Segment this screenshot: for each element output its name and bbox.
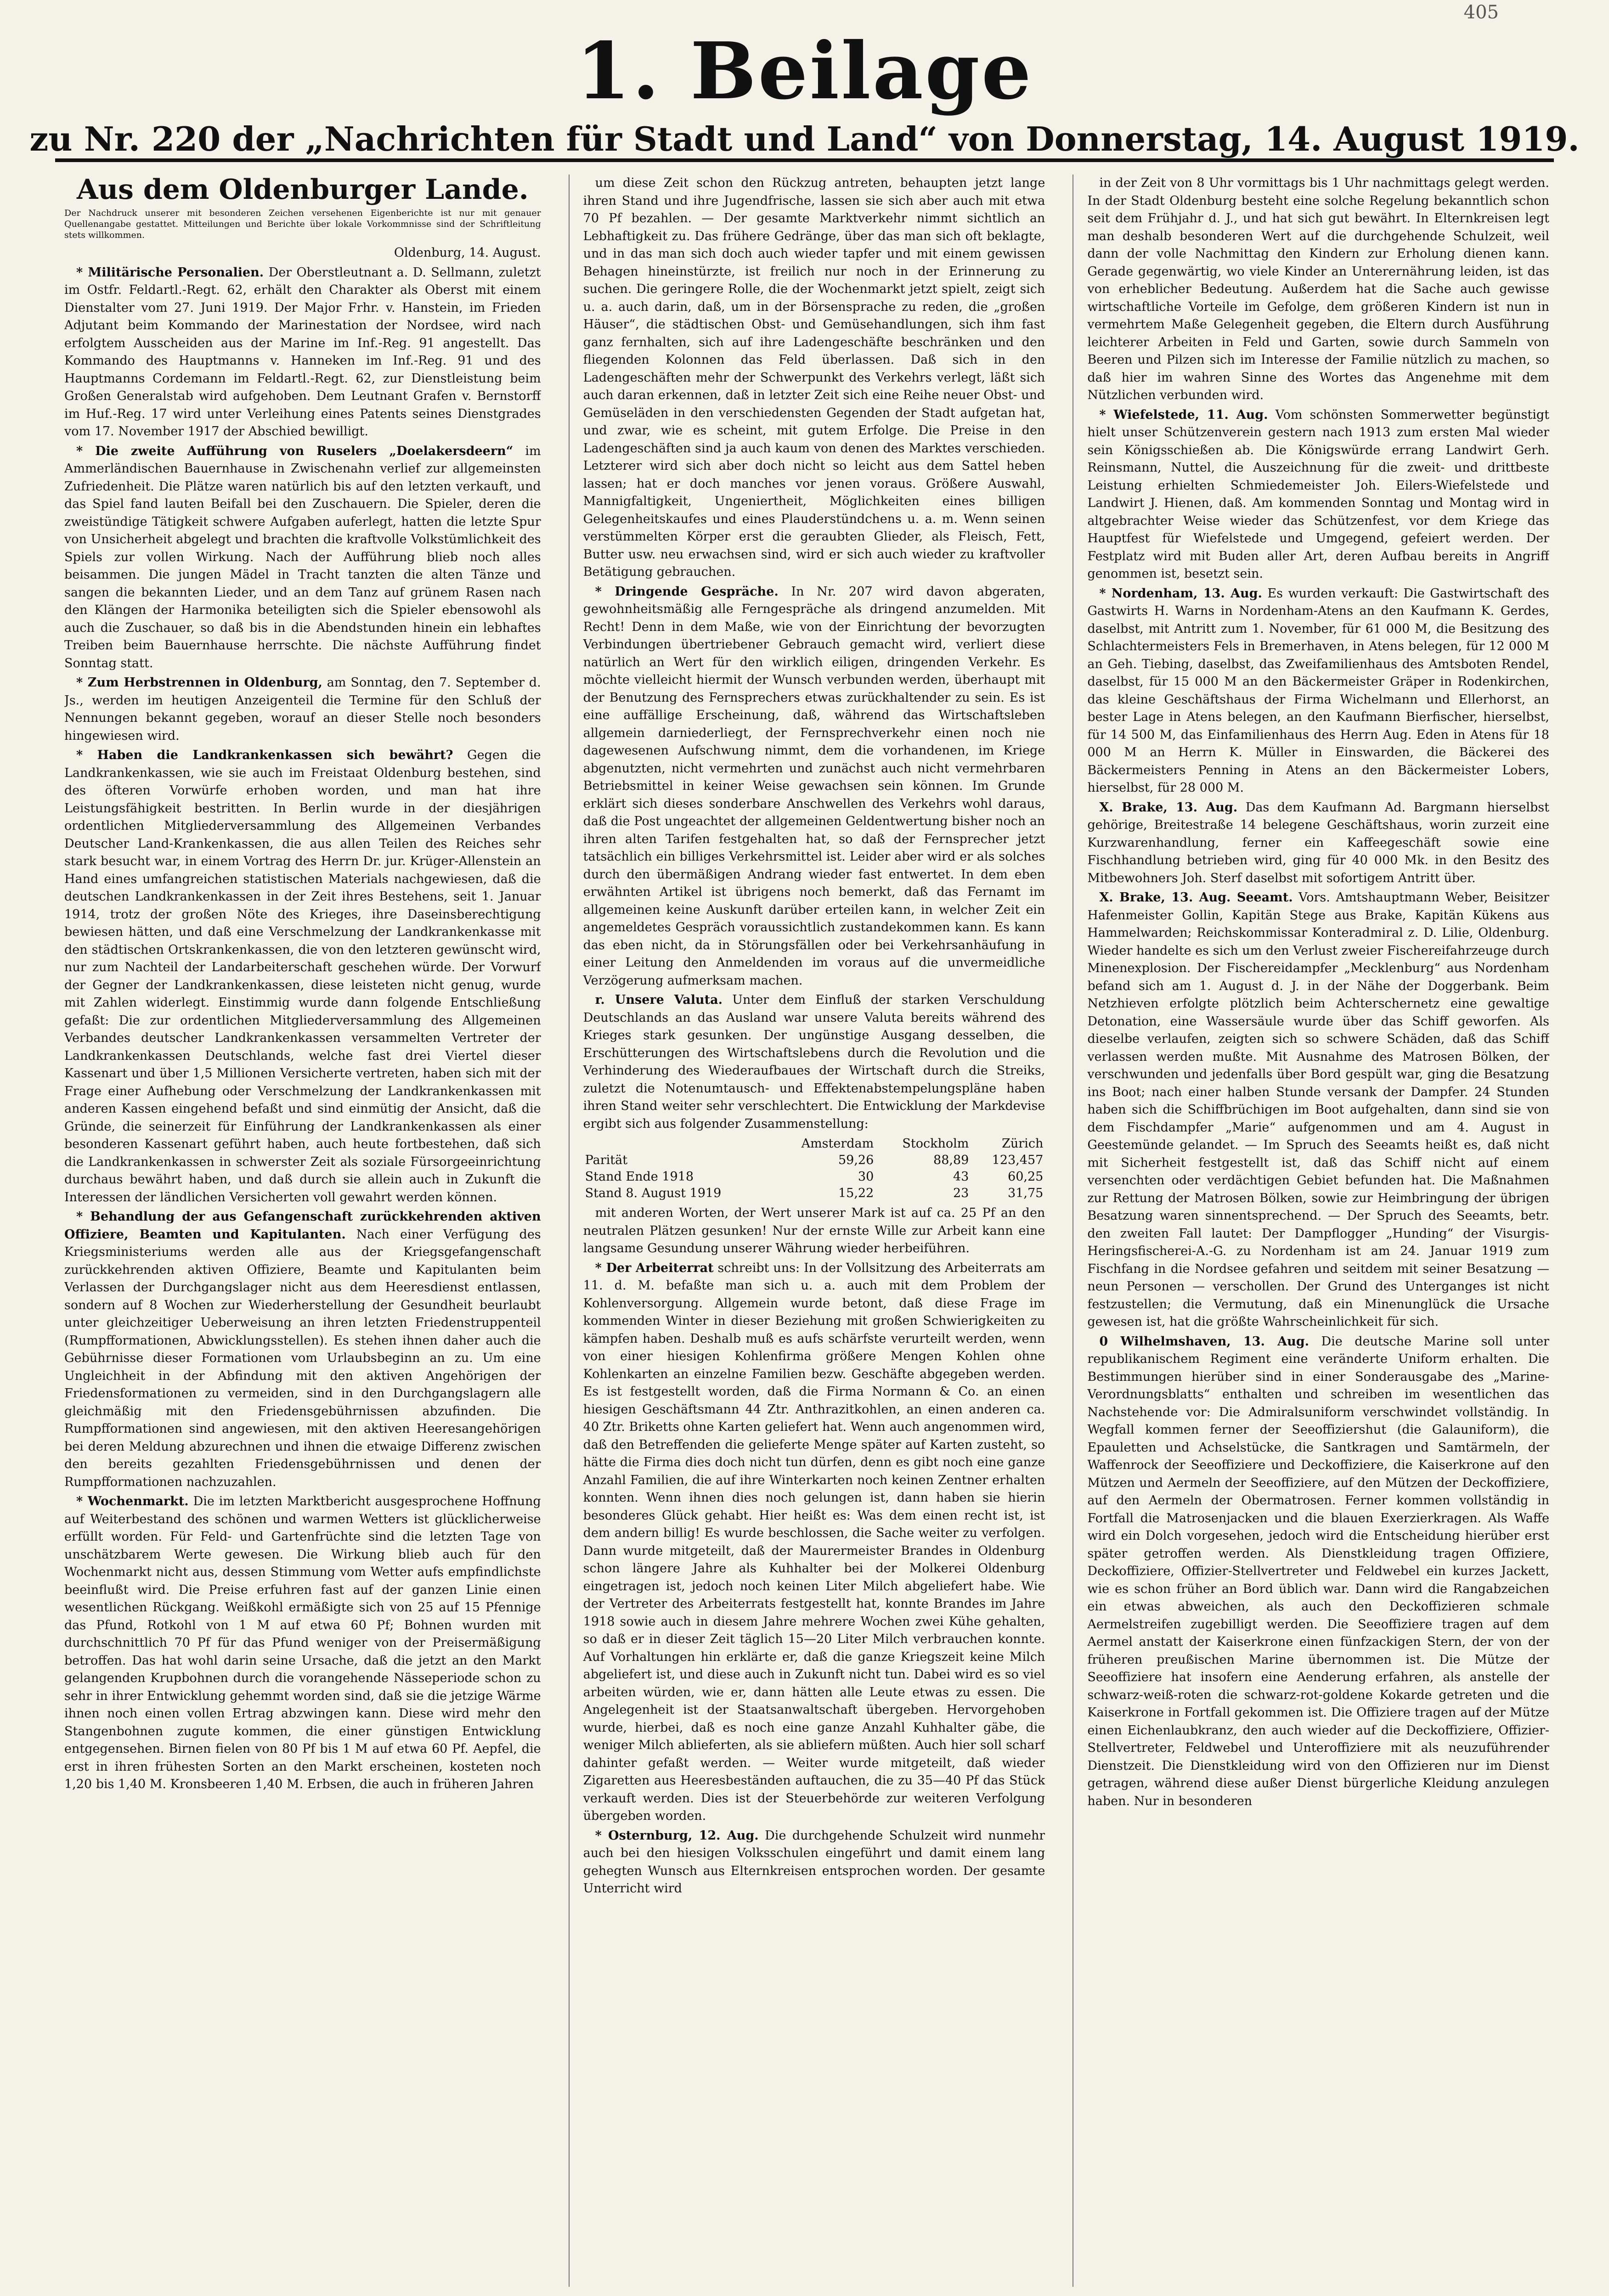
article-headword: * Militärische Personalien. <box>76 265 264 280</box>
article-text: am Sonntag, den 7. September d. Js., werden im heutigen Anzeigenteil die Termine für den Schluß der Nennungen bekannt gegeben, worauf an dieser Stelle noch besonders hingewiesen wird. <box>64 675 541 743</box>
article-paragraph <box>1087 889 1549 1331</box>
article-text: Die deutsche Marine soll unter republikanischem Regiment eine veränderte Uniform erhalten. Die Bestimmungen hierüber sind in einer Sonderausgabe des „Marine-Verordnungsblatts“ enthalten und schreiben im wesentlichen das Nachstehende vor: Die Admiralsuniform verschwindet vollständig. In Wegfall kommen ferner der Seeoffiziershut (die Galauniform), die Epauletten und Achselstücke, die Santkragen und Samtärmeln, der Waffenrock der Seeoffiziere und Deckoffiziere, die Kaiserkrone auf den Mützen und Aermeln der Seeoffiziere, auf den Mützen der Deckoffiziere, auf den Aermeln der Obermatrosen. Ferner kommen vollständig in Fortfall die Matrosenjacken und die blauen Exerzierkragen. Als Waffe wird ein Dolch vorgesehen, jedoch wird die Entscheidung hierüber erst später getroffen werden. Als Dienstkleidung tragen Offiziere, Deckoffiziere, Offizier-Stellvertreter und Feldwebel ein kurzes Jackett, wie es schon früher an Bord üblich war. Dann wird die Rangabzeichen ein etwas abweichen, als auch den Deckoffizieren schmale Aermelstreifen zugebilligt werden. Die Seeoffiziere tragen auf dem Aermel anstatt der Kaiserkrone einen fünfzackigen Stern, der von der früheren preußischen Marine übernommen ist. Die Mütze der Seeoffiziere hat insofern eine Aenderung erfahren, als anstelle der schwarz-weiß-roten die schwarz-rot-goldene Kokarde getreten und die Kaiserkrone in Fortfall gekommen ist. Die Offiziere tragen auf der Mütze einen Eichenlaubkranz, den auch wieder auf die Deckoffiziere, Offizier-Stellvertreter, Feldwebel und Unteroffiziere mit als neuzuführender Dienstzeit. Die Dienstkleidung wird von den Offizieren nur im Dienst getragen, während diese außer Dienst bürgerliche Kleidung anzulegen haben. Nur in besonderen <box>1087 1334 1549 1808</box>
article-text: Vors. Amtshauptmann Weber, Beisitzer Hafenmeister Gollin, Kapitän Stege aus Brake, Kapitän Kükens aus Hammelwarden; Reichskommissar Konteradmiral z. D. Lilie, Oldenburg. Wieder handelte es sich um den Verlust zweier Fischereifahrzeuge durch Minenexplosion. Der Fischereidampfer „Mecklenburg“ aus Nordenham befand sich am 1. August d. J. in der Nähe der Doggerbank. Beim Netzhieven erfolgte plötzlich beim Achterschernetz eine gewaltige Detonation, eine Wassersäule wurde über das Schiff geworfen. Als dieselbe verlaufen, zeigten sich so schwere Schäden, daß das Schiff verlassen werden mußte. Mit Ausnahme des Matrosen Bölken, der verschwunden und jedenfalls über Bord gespült war, ging die Besatzung ins Boot; nach einer halben Stunde versank der Dampfer. 24 Stunden haben sich die Schiffbrüchigen im Boot aufgehalten, dann sind sie von dem Fischdampfer „Marie“ aufgenommen und am 4. August in Geestemünde gelandet. — Im Spruch des Seeamts heißt es, daß nicht mit Sicherheit festgestellt ist, daß das Schiff nicht auf einem versenchten oder verdächtigen Gebiet befunden hat. Die Maßnahmen zur Rettung der Matrosen Bölken, sowie zur Heimbringung der übrigen Besatzung waren sinnentsprechend. — Der Spruch des Seeamts, betr. den zweiten Fall lautet: Der Dampflogger „Hunding“ der Visurgis-Heringsfischerei-A.-G. zu Nordenham ist am 24. Januar 1919 zum Fischfang in die Nordsee gefahren und seitdem mit seiner Besatzung — neun Personen — verschollen. Der Grund des Unterganges ist nicht festzustellen; die Vermutung, daß ein Minenunglück die Ursache gewesen ist, hat die größte Wahrscheinlichkeit für sich. <box>1087 890 1549 1329</box>
table-cell: 23 <box>953 1186 969 1200</box>
article <box>583 1204 1045 1258</box>
article-paragraph <box>1087 174 1549 405</box>
article-paragraph <box>583 583 1045 990</box>
article-headword: * Der Arbeiterrat <box>595 1261 714 1275</box>
table-row <box>583 1185 1045 1202</box>
article-headword: 0 Wilhelmshaven, 13. Aug. <box>1099 1334 1309 1349</box>
article <box>583 174 1045 581</box>
article-paragraph <box>1087 799 1549 888</box>
article-text: Die durchgehende Schulzeit wird nunmehr auch bei den hiesigen Volksschulen eingeführt und damit einem lang gehegten Wunsch aus Elternkreisen entsprochen worden. Der gesamte Unterricht wird <box>583 1828 1045 1896</box>
article <box>583 583 1045 990</box>
table-cell: 15,22 <box>838 1186 874 1200</box>
article-text: Gegen die Landkrankenkassen, wie sie auch im Freistaat Oldenburg bestehen, sind des öfteren Vorwürfe erhoben worden, und man hat ihre Leistungsfähigkeit bestritten. In Berlin wurde in der diesjährigen ordentlichen Mitgliederversammlung des Allgemeinen Verbandes Deutscher Land-Krankenkassen, die aus allen Teilen des Reiches sehr stark besucht war, in einem Vortrag des Herrn Dr. jur. Krüger-Allenstein an Hand eines umfangreichen statistischen Materials nachgewiesen, daß die deutschen Landkrankenkassen in der Zeit ihres Bestehens, seit 1. Januar 1914, trotz der großen Nöte des Krieges, ihre Daseinsberechtigung bewiesen hätten, und daß eine Verschmelzung der Landkrankenkasse mit den städtischen Ortskrankenkassen, die von den letzteren gewünscht wird, nur zum Nachteil der Landarbeiterschaft geschehen würde. Der Vorwurf der Gegner der Landkrankenkassen, diese leisteten nicht genug, wurde mit Zahlen widerlegt. Einstimmig wurde dann folgende Entschließung gefaßt: Die zur ordentlichen Mitgliederversammlung des Allgemeinen Verbandes deutscher Landkrankenkassen versammelten Vertreter der Landkrankenkassen Deutschlands, welche fast drei Viertel dieser Kassenart und über 1,5 Millionen Versicherte vertreten, haben sich mit der Frage einer Aufhebung oder Verschmelzung der Landkrankenkassen mit anderen Kassen eingehend befaßt und sind einmütig der Ansicht, daß die Gründe, die seinerzeit für Einführung der Landkrankenkassen als einer besonderen Kassenart geführt haben, auch heute fortbestehen, daß sich die Landkrankenkassen in schwerster Zeit als soziale Fürsorgeeinrichtung durchaus bewährt haben, und daß durch sie allein auch in Zukunft die Interessen der ländlichen Versicherten voll gewahrt werden können. <box>64 748 541 1204</box>
article <box>64 264 541 441</box>
table-header-cell: Amsterdam <box>801 1137 874 1151</box>
article <box>64 1493 541 1794</box>
article-paragraph <box>1087 1333 1549 1811</box>
article-headword: X. Brake, 13. Aug. <box>1099 800 1238 815</box>
article <box>1087 585 1549 797</box>
table-header-cell: Zürich <box>1002 1137 1044 1151</box>
article-text: Es wurden verkauft: Die Gastwirtschaft des Gastwirts H. Warns in Nordenham-Atens an den Kaufmann K. Gerdes, daselbst, mit Antritt zum 1. November, für 61 000 M, die Besitzung des Schlachtermeisters Fels in Bremerhaven, in Atens belegen, für 12 000 M an Geh. Tiebing, daselbst, das Zweifamilienhaus des Amtsboten Rendel, daselbst, für 15 000 M an den Bäckermeister Gräper in Rodenkirchen, das kleine Geschäftshaus der Firma Wichelmann und Ellerhorst, an bester Lage in Atens belegen, an den Kaufmann Bierfischer, hierselbst, für 14 500 M, das Einfamilienhaus des Herrn Aug. Eden in Atens für 18 000 M an Herrn K. Müller in Einswarden, die Bäckerei des Bäckermeisters Penning in Atens an den Bäckermeister Lobers, hierselbst, für 28 000 M. <box>1087 586 1549 795</box>
article-paragraph <box>583 174 1045 581</box>
table-cell: 43 <box>953 1170 969 1184</box>
supplement-title: 1. Beilage <box>576 25 1033 117</box>
article-headword: r. Unsere Valuta. <box>595 993 723 1007</box>
supplement-subtitle: zu Nr. 220 der „Nachrichten für Stadt und Land“ von Donnerstag, 14. August 1919. <box>29 119 1580 158</box>
article-text: um diese Zeit schon den Rückzug antreten, behaupten jetzt lange ihren Stand und ihre Jugendfrische, lassen sie sich aber auch mit etwa 70 Pf bezahlen. — Der gesamte Marktverkehr nimmt sichtlich an Lebhaftigkeit zu. Das frühere Gedränge, über das man sich oft beklagte, und in das man sich doch auch wieder tapfer und mit einem gewissen Behagen hineinstürzte, ist freilich nur noch in der Erinnerung zu suchen. Die geringere Rolle, die der Wochenmarkt jetzt spielt, zeigt sich u. a. auch darin, daß, um in der Börsensprache zu reden, die „großen Häuser“, die städtischen Obst- und Gemüsehandlungen, sich ihm fast ganz fernhalten, sich auf ihre Ladengeschäfte beschränken und den fliegenden Kolonnen das Feld überlassen. Daß sich in den Ladengeschäften mehr der Schwerpunkt des Verkehrs verlegt, läßt sich auch daran erkennen, daß in letzter Zeit sich eine Reihe neuer Obst- und Gemüseläden in den verschiedensten Gegenden der Stadt aufgetan hat, und zwar, wie es scheint, mit gutem Erfolge. Die Preise in den Ladengeschäften sind ja auch kaum von denen des Marktes verschieden. Letzterer wird sich aber doch nicht so leicht aus dem Sattel heben lassen; hat er doch manches vor jenen voraus. Größere Auswahl, Mannigfaltigkeit, Ungeniertheit, Möglichkeiten eines billigen Gelegenheitskaufes und eines Plauderstündchens u. a. m. Wenn seinen verstümmelten Körper erst die geraubten Glieder, als Fleisch, Fett, Butter usw. neu erwachsen sind, wird er sich auch wieder zu kraftvoller Betätigung gebrauchen. <box>583 176 1045 579</box>
table-cell: 59,26 <box>838 1153 874 1167</box>
article-headword: * Haben die Landkrankenkassen sich bewährt? <box>76 748 453 762</box>
article <box>583 991 1045 1133</box>
article <box>583 1260 1045 1825</box>
article-text: In Nr. 207 wird davon abgeraten, gewohnheitsmäßig alle Ferngespräche als dringend anzumelden. Mit Recht! Denn in dem Maße, wie von der Einrichtung der bevorzugten Verbindungen übertriebener Gebrauch gemacht wird, verliert diese natürlich an Wert für den wirklich eiligen, dringenden Verkehr. Es möchte vielleicht hiermit der Wunsch verbunden werden, überhaupt mit der Benutzung des Fernsprechers etwas zurückhaltender zu sein. Es ist eine auffällige Erscheinung, daß, während das Wirtschaftsleben allgemein darniederliegt, der Fernsprechverkehr einen noch nie dagewesenen Aufschwung nimmt, dem die vorhandenen, im Kriege abgenutzten, nicht vermehrten und zunächst auch nicht vermehrbaren Betriebsmittel in keiner Weise gewachsen sein können. Im Grunde erklärt sich dieses sonderbare Anschwellen des Verkehrs wohl daraus, daß die Post ungeachtet der allgemeinen Geldentwertung bisher noch an ihren alten Tarifen festgehalten hat, so daß der Fernsprecher jetzt tatsächlich ein billiges Verkehrsmittel ist. Leider aber wird er als solches durch den übermäßigen Andrang wieder fast entwertet. In dem eben erwähnten Artikel ist übrigens noch bemerkt, daß das Fernamt im allgemeinen keine Auskunft darüber erteilen kann, in welcher Zeit ein angemeldetes Gespräch voraussichtlich zustandekommen kann. Es kann das eben nicht, da in Störungsfällen oder bei Verkehrsanhäufung in einer Leitung den Anmeldenden im voraus auf die unvermeidliche Verzögerung aufmerksam machen. <box>583 584 1045 988</box>
article-paragraph <box>64 443 541 673</box>
page-number: 405 <box>1463 2 1499 23</box>
section-note: Der Nachdruck unserer mit besonderen Zeichen versehenen Eigenberichte ist nur mit genauer Quellenangabe gestattet. Mitteilungen und Berichte über lokale Vorkommnisse sind der Schriftleitung stets willkommen. <box>64 208 541 240</box>
article-paragraph <box>64 264 541 441</box>
article-headword: * Behandlung der aus Gefangenschaft zurückkehrenden aktiven Offiziere, Beamten und Kapitulanten. <box>64 1210 541 1242</box>
article <box>583 1827 1045 1898</box>
masthead-rule <box>55 158 1554 162</box>
article-paragraph <box>1087 585 1549 797</box>
article-paragraph <box>64 674 541 745</box>
table-cell: Stand 8. August 1919 <box>585 1186 722 1200</box>
article-text: in der Zeit von 8 Uhr vormittags bis 1 Uhr nachmittags gelegt werden. In der Stadt Oldenburg besteht eine solche Regelung bekanntlich schon seit dem Frühjahr d. J., und hat sich gut bewährt. In Elternkreisen legt man deshalb besonderen Wert auf die durchgehende Schulzeit, weil dann der volle Nachmittag den Kindern zur Erholung dienen kann. Gerade gegenwärtig, wo viele Kinder an Unterernährung leiden, ist das von erheblicher Bedeutung. Außerdem hat die Sache auch gewisse wirtschaftliche Vorteile im Gefolge, dem größeren Kindern ist nun in vermehrtem Maße Gelegenheit gegeben, die Eltern durch Ausführung leichterer Arbeiten in Feld und Garten, sowie durch Sammeln von Beeren und Pilzen sich im Interesse der Familie nützlich zu machen, so daß hier im wahren Sinne des Wortes das Angenehme mit dem Nützlichen verbunden wird. <box>1087 176 1549 402</box>
article <box>64 1208 541 1491</box>
table-cell: Parität <box>585 1153 628 1167</box>
table-cell: 123,457 <box>992 1153 1044 1167</box>
article-text: Der Oberstleutnant a. D. Sellmann, zuletzt im Ostfr. Feldartl.-Regt. 62, erhält den Charakter als Oberst mit einem Dienstalter vom 27. Juni 1919. Der Major Frhr. v. Hanstein, im Frieden Adjutant beim Kommando der Marinestation der Nordsee, wird nach erfolgtem Ausscheiden aus der Marine im Inf.-Reg. 91 angestellt. Das Kommando des Hauptmanns v. Hanneken im Inf.-Reg. 91 und des Hauptmanns Cordemann im Feldartl.-Regt. 62, zur Dienstleistung beim Großen Generalstab wird aufgehoben. Dem Leutnant Grafen v. Bernstorff im Huf.-Reg. 17 wird unter Verleihung eines Patents seines Dienstgrades vom 17. November 1917 der Abschied bewilligt. <box>64 265 541 439</box>
article-text: Das dem Kaufmann Ad. Bargmann hierselbst gehörige, Breitestraße 14 belegene Geschäftshaus, worin zurzeit eine Kurzwarenhandlung, ferner ein Kaffeegeschäft sowie eine Fischhandlung betrieben wird, ging für 40 000 Mk. in den Besitz des Mitbewohners Joh. Sterf daselbst mit sofortigem Antritt über. <box>1087 800 1549 885</box>
article-paragraph <box>583 1260 1045 1825</box>
article <box>1087 174 1549 405</box>
table-cell: 31,75 <box>1008 1186 1044 1200</box>
section-title: Aus dem Oldenburger Lande. <box>76 174 529 206</box>
article-columns <box>64 174 1549 2287</box>
article-text: im Ammerländischen Bauernhause in Zwischenahn verlief zur allgemeinsten Zufriedenheit. Die Plätze waren natürlich bis auf den letzten verkauft, und das Spiel fand lauten Beifall bei den Zuschauern. Die Spieler, deren die zweistündige Tätigkeit schwere Aufgaben auferlegt, hatten die letzte Spur von Unsicherheit abgelegt und brachten die kraftvolle Volkstümlichkeit des Spiels zur vollen Wirkung. Nach der Aufführung blieb noch alles beisammen. Die jungen Mädel in Tracht tanzten die alten Tänze und sangen die bekannten Lieder, und an dem Tanz auf grünem Rasen nach den Klängen der Harmonika beteiligten sich die Spieler ebensowohl als auch die Zuschauer, so daß bis in die Abendstunden hinein ein lebhaftes Treiben beim Bauernhause herrschte. Die nächste Aufführung findet Sonntag statt. <box>64 444 541 670</box>
article-paragraph <box>583 1204 1045 1258</box>
article-headword: * Nordenham, 13. Aug. <box>1099 586 1262 601</box>
table-row <box>583 1152 1045 1169</box>
column-3 <box>1073 174 1549 2287</box>
masthead <box>0 25 1609 158</box>
table-cell: 60,25 <box>1008 1170 1044 1184</box>
table-header-row <box>583 1136 1045 1152</box>
table-cell: 30 <box>858 1170 874 1184</box>
article-headword: * Zum Herbstrennen in Oldenburg, <box>76 675 322 690</box>
article-headword: * Wiefelstede, 11. Aug. <box>1099 407 1268 422</box>
article <box>64 747 541 1206</box>
table-row <box>583 1169 1045 1185</box>
table-cell: 88,89 <box>933 1153 969 1167</box>
article <box>1087 889 1549 1331</box>
article <box>1087 1333 1549 1811</box>
dateline: Oldenburg, 14. August. <box>394 246 541 260</box>
article-paragraph <box>583 991 1045 1133</box>
article-headword: * Dringende Gespräche. <box>595 584 779 599</box>
table-header-cell <box>583 1136 773 1152</box>
article-paragraph <box>64 1208 541 1491</box>
article-text: schreibt uns: In der Vollsitzung des Arbeiterrats am 11. d. M. befaßte man sich u. a. auch mit dem Problem der Kohlenversorgung. Allgemein wurde betont, daß diese Frage im kommenden Winter in dieser Beziehung mit großen Schwierigkeiten zu kämpfen haben. Deshalb muß es aufs schärfste verurteilt werden, wenn von einer hiesigen Kohlenfirma größere Mengen Kohlen ohne Kohlenkarten an einzelne Familien bezw. Geschäfte abgegeben werden. Es ist festgestellt worden, daß die Firma Normann & Co. an einen hiesigen Geschäftsmann 44 Ztr. Anthrazitkohlen, an einen anderen ca. 40 Ztr. Briketts ohne Karten geliefert hat. Wenn auch angenommen wird, daß den Betreffenden die gelieferte Menge später auf Karten zusteht, so hätte die Firma dies doch nicht tun dürfen, denn es gibt noch eine ganze Anzahl Familien, die auf ihre Winterkarten noch keinen Zentner erhalten konnten. Wenn ihnen dies noch gelungen ist, dann haben sie hierin besonderes Glück gehabt. Hier heißt es: Was dem einen recht ist, ist dem andern billig! Es wurde beschlossen, die Sache weiter zu verfolgen. Dann wurde mitgeteilt, daß der Maurermeister Brandes in Oldenburg schon längere Jahre als Kuhhalter bei der Molkerei Oldenburg eingetragen ist, jedoch noch keinen Liter Milch abgeliefert habe. Wie der Vertreter des Arbeiterrats festgestellt hat, konnte Brandes im Jahre 1918 sowie auch in diesem Jahre mehrere Wochen zwei Kühe gehalten, so daß er in dieser Zeit täglich 15—20 Liter Milch verbrauchen konnte. Auf Vorhaltungen hin erklärte er, daß die ganze Kriegszeit keine Milch abgeliefert ist, und diese auch in Zukunft nicht tun. Dabei wird es so viel arbeiten würden, wie er, dann hätten alle Leute etwas zu essen. Die Angelegenheit ist der Staatsanwaltschaft übergeben. Hervorgehoben wurde, hierbei, daß es noch eine ganze Anzahl Kuhhalter gäbe, die weniger Milch ablieferten, als sie abliefern müßten. Auch hier soll scharf dahinter gefaßt werden. — Weiter wurde mitgeteilt, daß wieder Zigaretten aus Heeresbeständen auftauchen, die zu 35—40 Pf das Stück verkauft werden. Dies ist der Steuerbehörde zur weiteren Verfolgung übergeben worden. <box>583 1261 1045 1823</box>
article-paragraph <box>64 1493 541 1794</box>
article <box>64 443 541 673</box>
table-cell: Stand Ende 1918 <box>585 1170 694 1184</box>
article-headword: X. Brake, 13. Aug. Seeamt. <box>1099 890 1293 905</box>
article-headword: * Die zweite Aufführung von Ruselers „Doelakersdeern“ <box>76 444 514 458</box>
article-text: Unter dem Einfluß der starken Verschuldung Deutschlands an das Ausland war unsere Valuta bereits während des Krieges stark gesunken. Der ungünstige Ausgang desselben, die Erschütterungen des Wirtschaftslebens durch die Revolution und die Verhinderung des Wiederaufbaues der Wirtschaft durch die Streiks, zuletzt die Notenumtausch- und Effektenabstempelungspläne haben ihren Stand weiter sehr verschlechtert. Die Entwicklung der Markdevise ergibt sich aus folgender Zusammenstellung: <box>583 993 1045 1131</box>
article-headword: * Osternburg, 12. Aug. <box>595 1828 759 1843</box>
article <box>64 674 541 745</box>
article-text: Nach einer Verfügung des Kriegsministeriums werden alle aus der Kriegsgefangenschaft zurückkehrenden aktiven Offiziere, Beamte und Kapitulanten beim Verlassen der Durchgangslager nicht aus dem Heeresdienst entlassen, sondern auf 8 Wochen zur Wiederherstellung der Gesundheit beurlaubt unter gleichzeitiger Ueberweisung an ihren letzten Friedenstruppenteil (Rumpfformationen, Abwicklungsstellen). Es stehen ihnen daher auch die Gebührnisse dieser Formationen vom Urlaubsbeginn an zu. Um eine Ungleichheit in der Abfindung mit den aktiven Angehörigen der Friedensformationen zu vermeiden, sind in den Durchgangslagern alle gleichmäßig mit den Friedensgebührnissen abzufinden. Die Rumpfformationen sind angewiesen, mit den aktiven Heeresangehörigen bei deren Meldung abzurechnen und ihnen die etwaige Differenz zwischen den bereits gezahlten Friedensgebührnissen und denen der Rumpfformationen nachzuzahlen. <box>64 1227 541 1489</box>
article-text: Vom schönsten Sommerwetter begünstigt hielt unser Schützenverein gestern nach 1913 zum ersten Mal wieder sein Königsschießen ab. Die Königswürde errang Landwirt Gerh. Reinsmann, Nuttel, die Auszeichnung für die zweit- und drittbeste Leistung erhielten Schmiedemeister Joh. Eilers-Wiefelstede und Landwirt J. Hienen, daß. Am kommenden Sonntag und Montag wird in altgebrachter Weise wieder das Schützenfest, vor dem Kriege das Hauptfest für Wiefelstede und Umgegend, gefeiert werden. Der Festplatz wird mit Buden aller Art, deren Aufbau bereits in Angriff genommen ist, besetzt sein. <box>1087 407 1549 581</box>
column-2 <box>569 174 1045 2287</box>
article-text: Die im letzten Marktbericht ausgesprochene Hoffnung auf Weiterbestand des schönen und warmen Wetters ist glücklicherweise erfüllt worden. Für Feld- und Gartenfrüchte sind die letzten Tage von unschätzbarem Werte gewesen. Die Wirkung blieb auch für den Wochenmarkt nicht aus, dessen Stimmung vom Wetter aufs empfindlichste beeinflußt wird. Die Preise erfuhren fast auf der ganzen Linie einen wesentlichen Rückgang. Weißkohl ermäßigte sich von 25 auf 15 Pfennige das Pfund, Rotkohl von 1 M auf etwa 60 Pf; Bohnen wurden mit durchschnittlich 70 Pf für das Pfund weniger von der Preisermäßigung betroffen. Das hat wohl darin seine Ursache, daß die jetzt an den Markt gelangenden Krupbohnen durch die vorangehende Nässeperiode schon zu sehr in ihrer Entwicklung gehemmt worden sind, daß sie die jetzige Wärme ihnen noch einen vollen Ertrag abzwingen kann. Diese wird mehr den Stangenbohnen zugute kommen, die einer günstigen Entwicklung entgegensehen. Birnen fielen von 80 Pf bis 1 M auf etwa 60 Pf. Aepfel, die erst in ihren frühesten Sorten an den Markt erscheinen, kosteten noch 1,20 bis 1,40 M. Kronsbeeren 1,40 M. Erbsen, die auch in früheren Jahren <box>64 1494 541 1791</box>
article-text: mit anderen Worten, der Wert unserer Mark ist auf ca. 25 Pf an den neutralen Plätzen gesunken! Nur der ernste Wille zur Arbeit kann eine langsame Gesundung unserer Währung wieder herbeiführen. <box>583 1206 1045 1255</box>
article-paragraph <box>64 747 541 1206</box>
article-paragraph <box>1087 406 1549 583</box>
article-paragraph <box>583 1827 1045 1898</box>
article-headword: * Wochenmarkt. <box>76 1494 189 1508</box>
exchange-rate-table <box>583 1136 1045 1202</box>
article <box>1087 406 1549 583</box>
table-header-cell: Stockholm <box>902 1137 969 1151</box>
article <box>1087 799 1549 888</box>
column-1 <box>64 174 541 2287</box>
